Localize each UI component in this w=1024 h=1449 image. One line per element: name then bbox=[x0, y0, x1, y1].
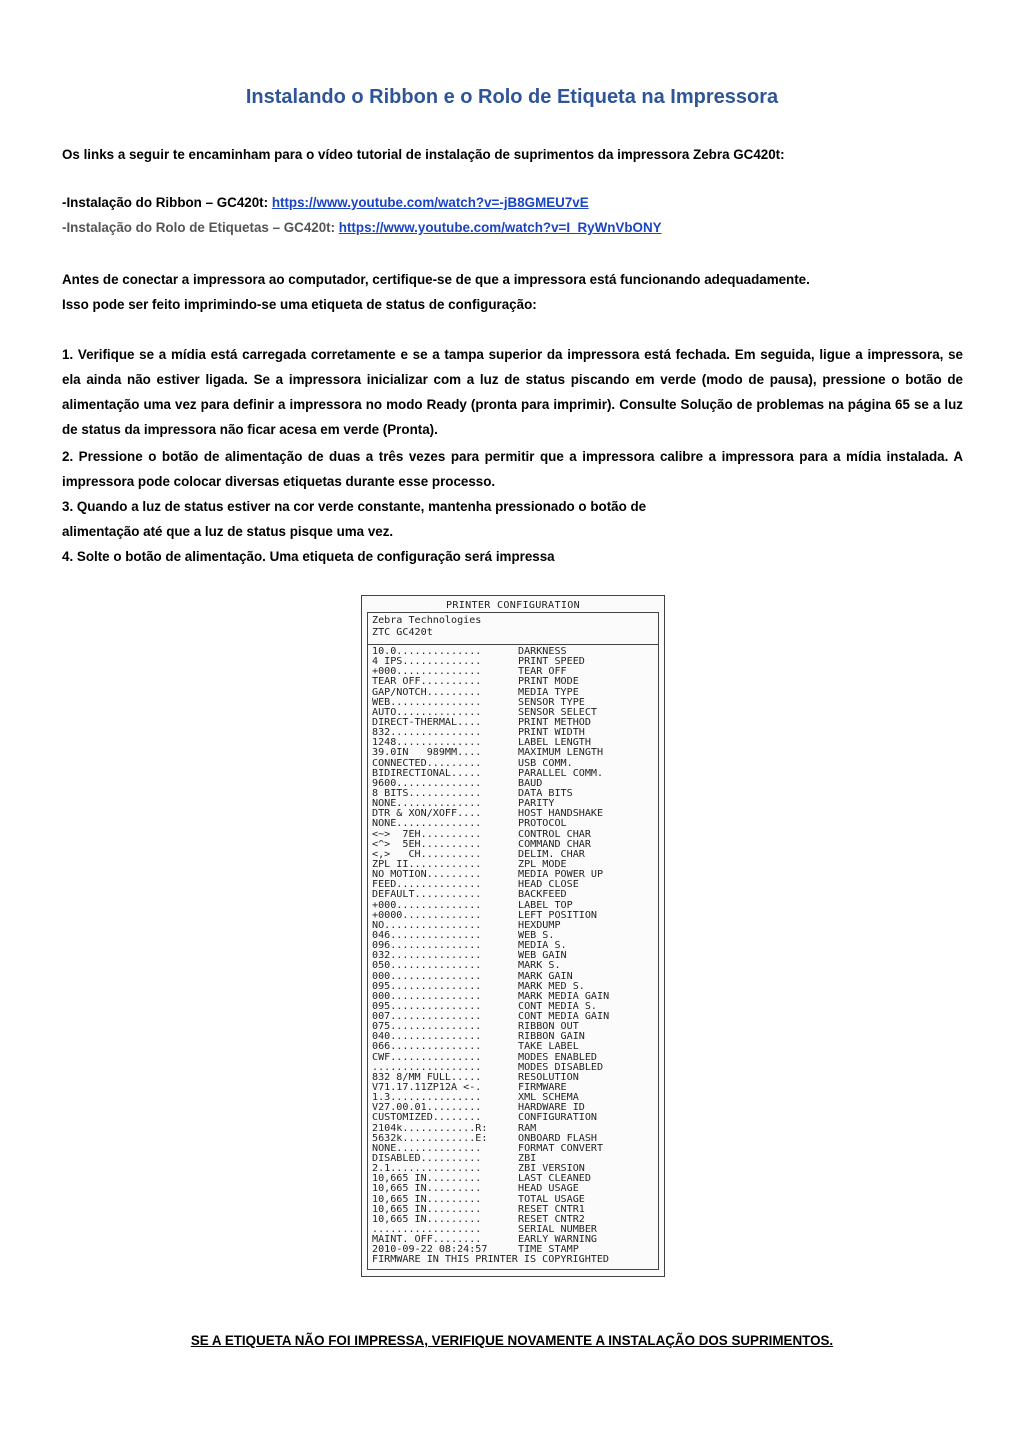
config-row bbox=[372, 982, 654, 992]
config-row bbox=[372, 921, 654, 931]
step-3: 3. Quando a luz de status estiver na cor verde constante, mantenha pressionado o botão de bbox=[62, 499, 647, 514]
config-value: 032............... bbox=[372, 951, 482, 962]
config-value: 095............... bbox=[372, 1001, 482, 1012]
config-value: FEED.............. bbox=[372, 880, 482, 891]
config-key: LABEL TOP bbox=[518, 899, 573, 911]
config-key: RIBBON GAIN bbox=[518, 1031, 585, 1043]
config-key: DARKNESS bbox=[518, 646, 567, 657]
label-roll-video-link[interactable]: https://www.youtube.com/watch?v=I_RyWnVbONY bbox=[338, 220, 662, 235]
config-value: DISABLED.......... bbox=[372, 1154, 482, 1165]
config-value: +000.............. bbox=[372, 900, 482, 911]
config-row bbox=[372, 941, 654, 951]
config-row bbox=[372, 1184, 654, 1194]
config-row bbox=[372, 819, 654, 829]
config-value: WEB............... bbox=[372, 697, 482, 708]
label-roll-link-label: -Instalação do Rolo de Etiquetas – GC420t: bbox=[62, 220, 339, 235]
config-value: 832 8/MM FULL..... bbox=[372, 1072, 482, 1083]
config-value: CWF............... bbox=[372, 1052, 482, 1063]
config-row bbox=[372, 748, 654, 758]
config-key: ZBI VERSION bbox=[518, 1163, 585, 1175]
config-value: TEAR OFF.......... bbox=[372, 677, 482, 688]
config-value: 39.0IN 989MM.... bbox=[372, 748, 482, 759]
config-key: SERIAL NUMBER bbox=[518, 1224, 598, 1236]
config-key: ZPL MODE bbox=[518, 858, 567, 870]
config-value: 1.3............... bbox=[372, 1093, 482, 1104]
config-key: MEDIA POWER UP bbox=[518, 869, 604, 881]
config-row bbox=[372, 1063, 654, 1073]
config-key: LEFT POSITION bbox=[518, 909, 598, 921]
config-key: TEAR OFF bbox=[518, 666, 567, 678]
config-row bbox=[372, 1093, 654, 1103]
config-row bbox=[372, 1073, 654, 1083]
config-value: V27.00.01......... bbox=[372, 1103, 482, 1114]
config-key: CONT MEDIA S. bbox=[518, 1000, 598, 1012]
config-value: NO................ bbox=[372, 920, 482, 931]
config-row bbox=[372, 728, 654, 738]
config-value: 1248.............. bbox=[372, 738, 482, 749]
config-row bbox=[372, 1154, 654, 1164]
config-value: 10,665 IN......... bbox=[372, 1184, 482, 1195]
config-value: NO MOTION......... bbox=[372, 870, 482, 881]
config-key: XML SCHEMA bbox=[518, 1092, 579, 1104]
config-value: +000.............. bbox=[372, 667, 482, 678]
page-title: Instalando o Ribbon e o Rolo de Etiqueta na Impressora bbox=[245, 86, 779, 108]
intro-paragraph: Os links a seguir te encaminham para o vídeo tutorial de instalação de suprimentos da impressora Zebra GC420t: bbox=[62, 147, 785, 162]
config-value: <~> 7EH.......... bbox=[372, 829, 482, 840]
config-row bbox=[372, 1205, 654, 1215]
config-value: .................. bbox=[372, 1062, 482, 1073]
config-key: PRINT MODE bbox=[518, 676, 579, 688]
config-key: CONT MEDIA GAIN bbox=[518, 1011, 610, 1023]
config-row bbox=[372, 961, 654, 971]
config-value: 007............... bbox=[372, 1012, 482, 1023]
config-value: CONNECTED......... bbox=[372, 758, 482, 769]
footer-warning: SE A ETIQUETA NÃO FOI IMPRESSA, VERIFIQUE NOVAMENTE A INSTALAÇÃO DOS SUPRIMENTOS. bbox=[190, 1333, 834, 1348]
config-key: RESET CNTR2 bbox=[518, 1213, 585, 1225]
config-key: BAUD bbox=[518, 777, 543, 789]
config-key: WEB GAIN bbox=[518, 950, 567, 962]
config-row bbox=[372, 708, 654, 718]
config-key: COMMAND CHAR bbox=[518, 838, 591, 850]
config-key: FIRMWARE bbox=[518, 1082, 567, 1094]
config-key: MARK MED S. bbox=[518, 980, 585, 992]
config-row bbox=[372, 1144, 654, 1154]
config-row bbox=[372, 1012, 654, 1022]
config-row bbox=[372, 860, 654, 870]
config-label-header: PRINTER CONFIGURATION bbox=[446, 600, 580, 611]
config-value: CUSTOMIZED........ bbox=[372, 1113, 482, 1124]
config-key: HEAD USAGE bbox=[518, 1183, 579, 1195]
config-row bbox=[372, 880, 654, 890]
config-value: 5632k............E: bbox=[372, 1133, 488, 1144]
config-value: 8 BITS............ bbox=[372, 788, 482, 799]
config-key: HEXDUMP bbox=[518, 919, 561, 931]
config-row bbox=[372, 830, 654, 840]
config-key: PROTOCOL bbox=[518, 818, 567, 830]
config-key: MODES DISABLED bbox=[518, 1061, 604, 1073]
config-value: +0000............. bbox=[372, 910, 482, 921]
config-row bbox=[372, 1225, 654, 1235]
config-key: MEDIA S. bbox=[518, 940, 567, 952]
config-row bbox=[372, 698, 654, 708]
config-row bbox=[372, 1113, 654, 1123]
config-row bbox=[372, 779, 654, 789]
config-row bbox=[372, 870, 654, 880]
config-key: CONTROL CHAR bbox=[518, 828, 591, 840]
config-value: 10,665 IN......... bbox=[372, 1214, 482, 1225]
config-key: LAST CLEANED bbox=[518, 1173, 591, 1185]
config-key: CONFIGURATION bbox=[518, 1112, 598, 1124]
config-value: 2.1............... bbox=[372, 1164, 482, 1175]
config-key: MARK MEDIA GAIN bbox=[518, 990, 610, 1002]
config-row bbox=[372, 972, 654, 982]
config-value: 10,665 IN......... bbox=[372, 1194, 482, 1205]
config-key: MARK GAIN bbox=[518, 970, 573, 982]
config-key: HEAD CLOSE bbox=[518, 879, 579, 891]
config-row bbox=[372, 1083, 654, 1093]
config-value: MAINT. OFF........ bbox=[372, 1235, 482, 1246]
config-value: <,> CH.......... bbox=[372, 849, 482, 860]
ribbon-link-line bbox=[62, 190, 963, 215]
config-row bbox=[372, 1195, 654, 1205]
config-value: 050............... bbox=[372, 961, 482, 972]
config-value: 096............... bbox=[372, 941, 482, 952]
config-row bbox=[372, 1002, 654, 1012]
config-key: DELIM. CHAR bbox=[518, 848, 585, 860]
config-value: 832............... bbox=[372, 728, 482, 739]
config-key: BACKFEED bbox=[518, 889, 567, 901]
config-key: PARITY bbox=[518, 798, 555, 810]
config-value: DTR & XON/XOFF.... bbox=[372, 809, 482, 820]
step-3-continued: alimentação até que a luz de status pisque uma vez. bbox=[62, 524, 394, 539]
config-key: TIME STAMP bbox=[518, 1244, 579, 1256]
step-1: 1. Verifique se a mídia está carregada corretamente e se a tampa superior da impressora está fechada. Em seguida, ligue a impressora, se ela ainda não estiver ligada. Se a impressora inicializar com a luz de status piscando em verde (modo de pausa), pressione o botão de alimentação uma vez para definir a impressora no modo Ready (pronta para imprimir). Consulte Solução de problemas na página 65 se a luz de status da impressora não ficar acesa em verde (Pronta). bbox=[62, 347, 963, 437]
config-key: PRINT METHOD bbox=[518, 716, 591, 728]
config-row bbox=[372, 1124, 654, 1134]
step-4: 4. Solte o botão de alimentação. Uma etiqueta de configuração será impressa bbox=[62, 549, 555, 564]
config-value: 040............... bbox=[372, 1032, 482, 1043]
config-row bbox=[372, 992, 654, 1002]
config-value: NONE.............. bbox=[372, 799, 482, 810]
config-label-footer-row bbox=[372, 1255, 654, 1265]
config-key: SENSOR TYPE bbox=[518, 696, 585, 708]
config-label-company: Zebra Technologies bbox=[372, 615, 482, 626]
config-key: MARK S. bbox=[518, 960, 561, 972]
config-value: 2010-09-22 08:24:57 bbox=[372, 1245, 488, 1256]
config-row bbox=[372, 799, 654, 809]
config-key: TOTAL USAGE bbox=[518, 1193, 585, 1205]
config-key: WEB S. bbox=[518, 929, 555, 941]
config-key: FORMAT CONVERT bbox=[518, 1142, 604, 1154]
config-label-rows bbox=[367, 644, 659, 1270]
step-2: 2. Pressione o botão de alimentação de duas a três vezes para permitir que a impressora calibre a impressora para a mídia instalada. A impressora pode colocar diversas etiquetas durante esse processo. bbox=[62, 449, 963, 489]
config-row bbox=[372, 677, 654, 687]
config-row bbox=[372, 931, 654, 941]
config-value: 095............... bbox=[372, 981, 482, 992]
ribbon-link-label: -Instalação do Ribbon – GC420t: bbox=[62, 195, 272, 210]
config-row bbox=[372, 657, 654, 667]
config-key: ONBOARD FLASH bbox=[518, 1132, 598, 1144]
config-row bbox=[372, 1174, 654, 1184]
config-key: RESET CNTR1 bbox=[518, 1203, 585, 1215]
config-row bbox=[372, 769, 654, 779]
config-key: PRINT SPEED bbox=[518, 656, 585, 668]
ribbon-video-link[interactable]: https://www.youtube.com/watch?v=-jB8GMEU7vE bbox=[271, 195, 589, 210]
config-row bbox=[372, 718, 654, 728]
config-row bbox=[372, 667, 654, 677]
config-key: PRINT WIDTH bbox=[518, 727, 585, 739]
config-value: GAP/NOTCH......... bbox=[372, 687, 482, 698]
config-row bbox=[372, 1215, 654, 1225]
config-row bbox=[372, 647, 654, 657]
config-key: RIBBON OUT bbox=[518, 1021, 579, 1033]
config-value: BIDIRECTIONAL..... bbox=[372, 768, 482, 779]
config-row bbox=[372, 840, 654, 850]
config-key: EARLY WARNING bbox=[518, 1234, 598, 1246]
config-key: MODES ENABLED bbox=[518, 1051, 598, 1063]
config-key: DATA BITS bbox=[518, 787, 573, 799]
config-value: 4 IPS............. bbox=[372, 657, 482, 668]
config-key: TAKE LABEL bbox=[518, 1041, 579, 1053]
config-row bbox=[372, 759, 654, 769]
config-row bbox=[372, 688, 654, 698]
config-row bbox=[372, 951, 654, 961]
config-value: 10,665 IN......... bbox=[372, 1174, 482, 1185]
config-key: LABEL LENGTH bbox=[518, 737, 591, 749]
config-value: 000............... bbox=[372, 991, 482, 1002]
config-value: DIRECT-THERMAL.... bbox=[372, 717, 482, 728]
config-row bbox=[372, 738, 654, 748]
config-value: ZPL II............ bbox=[372, 859, 482, 870]
printer-configuration-label bbox=[361, 595, 665, 1277]
config-value: 9600.............. bbox=[372, 778, 482, 789]
config-key: HOST HANDSHAKE bbox=[518, 808, 604, 820]
config-key: RAM bbox=[518, 1122, 537, 1134]
config-label-model: ZTC GC420t bbox=[372, 627, 433, 638]
config-label-company-box bbox=[367, 612, 659, 647]
config-value: 066............... bbox=[372, 1042, 482, 1053]
check-line-2: Isso pode ser feito imprimindo-se uma etiqueta de status de configuração: bbox=[62, 297, 537, 312]
config-value: 000............... bbox=[372, 971, 482, 982]
config-row bbox=[372, 901, 654, 911]
config-key: MAXIMUM LENGTH bbox=[518, 747, 604, 759]
config-row bbox=[372, 1103, 654, 1113]
config-key: SENSOR SELECT bbox=[518, 706, 598, 718]
config-value: 075............... bbox=[372, 1022, 482, 1033]
config-row bbox=[372, 1022, 654, 1032]
config-value: NONE.............. bbox=[372, 819, 482, 830]
config-row bbox=[372, 1134, 654, 1144]
config-key: MEDIA TYPE bbox=[518, 686, 579, 698]
config-value: V71.17.11ZP12A <-. bbox=[372, 1083, 482, 1094]
config-row bbox=[372, 1053, 654, 1063]
config-value: NONE.............. bbox=[372, 1143, 482, 1154]
config-value: DEFAULT........... bbox=[372, 890, 482, 901]
config-value: <^> 5EH.......... bbox=[372, 839, 482, 850]
config-row bbox=[372, 911, 654, 921]
config-row bbox=[372, 1235, 654, 1245]
config-row bbox=[372, 890, 654, 900]
config-value: 2104k............R: bbox=[372, 1123, 488, 1134]
config-key: USB COMM. bbox=[518, 757, 573, 769]
config-key: PARALLEL COMM. bbox=[518, 767, 604, 779]
config-row bbox=[372, 850, 654, 860]
config-value: AUTO.............. bbox=[372, 707, 482, 718]
config-row bbox=[372, 1042, 654, 1052]
config-row bbox=[372, 1032, 654, 1042]
config-value: .................. bbox=[372, 1225, 482, 1236]
config-row bbox=[372, 809, 654, 819]
config-value: 046............... bbox=[372, 930, 482, 941]
config-key: ZBI bbox=[518, 1153, 537, 1165]
config-row bbox=[372, 1164, 654, 1174]
config-value: 10,665 IN......... bbox=[372, 1204, 482, 1215]
config-row bbox=[372, 789, 654, 799]
config-key: HARDWARE ID bbox=[518, 1102, 585, 1114]
check-line-1: Antes de conectar a impressora ao computador, certifique-se de que a impressora está funcionando adequadamente. bbox=[62, 272, 810, 287]
config-label-footer: FIRMWARE IN THIS PRINTER IS COPYRIGHTED bbox=[372, 1254, 610, 1266]
config-value: 10.0.............. bbox=[372, 647, 482, 657]
label-roll-link-line bbox=[62, 215, 963, 240]
config-key: RESOLUTION bbox=[518, 1071, 579, 1083]
